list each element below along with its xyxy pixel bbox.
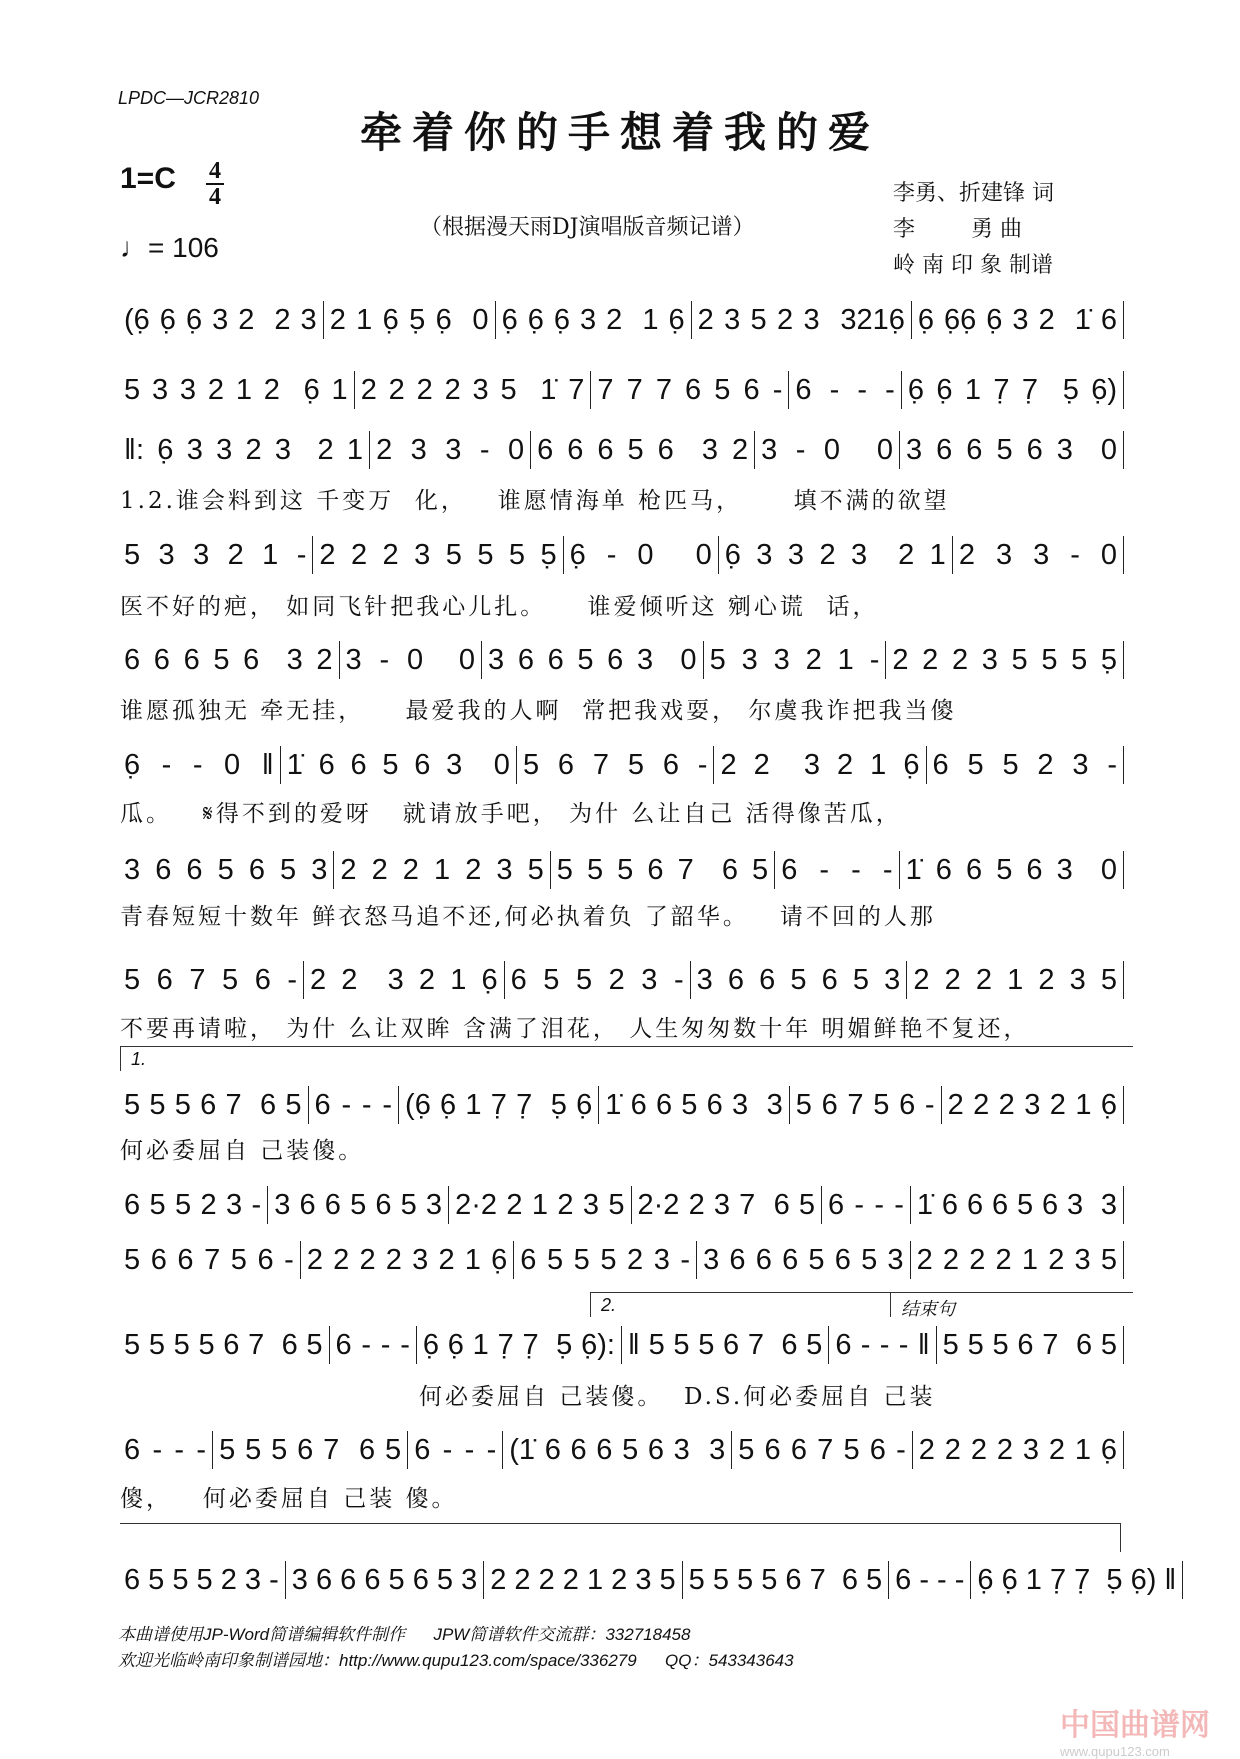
measure: 6̣ 6̣ 1 7̣ 7̣ 5̣ 6̣) <box>902 371 1124 409</box>
measure: 2 3 3 - 0 <box>370 431 531 469</box>
measure: 6 - - - <box>889 1561 971 1599</box>
volta-2: 2. <box>590 1292 891 1317</box>
measure: 5 5 5 6 7 6 5 <box>213 1431 408 1469</box>
measure: 6 - - - <box>118 1431 213 1469</box>
measure: 6̣ - - 0 ‖ <box>118 746 281 784</box>
composer-credit: 李 勇 曲 <box>893 217 1022 242</box>
measure: 6 6 6 5 6 3 2 <box>118 641 340 679</box>
measure: 2 2 2 3 2 1 6̣ <box>942 1086 1124 1124</box>
measure: ‖: 6̣ 3 3 2 3 2 1 <box>118 431 370 469</box>
measure: 6̣ 6̣ 1 7̣ 7̣ 5̣ 6̣) ‖ <box>971 1561 1183 1599</box>
measure: 2 2 2 2 1 2 3 5 <box>911 1241 1124 1279</box>
score-line <box>118 1325 1124 1365</box>
measure: 3 6 6 6 5 6 5 3 <box>697 1241 910 1279</box>
score-line <box>118 640 1124 680</box>
measure: 6̣ 6̣ 1 7̣ 7̣ 5̣ 6̣): <box>417 1326 622 1364</box>
measure: 2·2 2 3 7 6 5 <box>632 1186 823 1224</box>
lyricist-credit: 李勇、折建锋 词 <box>893 181 1054 206</box>
lyrics-line: 瓜。 𝄋得不到的爱呀 就请放手吧， 为什 么让自己 活得像苦瓜， <box>120 801 902 827</box>
measure: 6 5 5 2 3 - <box>927 746 1125 784</box>
measure: (1̇ 6 6 6 5 6 3 3 <box>503 1431 732 1469</box>
lyrics-line: 医不好的疤， 如同飞针把我心儿扎。 谁爱倾听这 剜心谎 话， <box>120 594 879 620</box>
footer-line-2: 欢迎光临岭南印象制谱园地：http://www.qupu123.com/space/336279 QQ：543343643 <box>118 1651 794 1670</box>
measure: 6 - - - <box>309 1086 400 1124</box>
measure: 5 6 7 5 6 - <box>790 1086 942 1124</box>
lyrics-line: 何必委屈自 己装傻。 <box>120 1138 365 1164</box>
score-line <box>118 1085 1124 1125</box>
measure: 6 - - - <box>408 1431 503 1469</box>
measure: 5 3 3 2 1 - <box>118 536 313 574</box>
measure: 5 3 3 2 1 2 6̣ 1 <box>118 371 355 409</box>
score-line <box>118 535 1124 575</box>
measure: 2 2 2 2 3 2 1 6̣ <box>301 1241 514 1279</box>
measure: 6̣ 6̣6̣ 6̣ 3 2 1̇ 6 <box>912 301 1124 339</box>
score-line <box>118 300 1124 340</box>
transcriber-credit: 岭 南 印 象 制谱 <box>893 253 1053 278</box>
measure: 6̣ 3 3 2 3 2 1 <box>719 536 953 574</box>
measure: 7 7 7 6 5 6 - <box>591 371 789 409</box>
measure: 6 5 5 5 2 3 - <box>118 1561 286 1599</box>
measure: 2 2 2 2 3 2 1 6̣ <box>913 1431 1124 1469</box>
measure: 3 6 6 5 6 5 3 <box>691 961 908 999</box>
measure: 5 6 7 5 6 - <box>517 746 715 784</box>
measure: 6 - - - ‖ <box>829 1326 936 1364</box>
volta-ending: 结束句 <box>890 1292 1133 1317</box>
lyrics-line: 青春短短十数年 鲜衣怒马追不还,何必执着负 了韶华。 请不回的人那 <box>120 904 936 930</box>
measure: 3 6 6 5 6 5 3 <box>118 851 334 889</box>
measure: 5 3 3 2 1 - <box>704 641 887 679</box>
score-code: LPDC—JCR2810 <box>118 88 260 108</box>
score-line <box>118 370 1124 410</box>
measure: 3 6 6 5 6 5 3 <box>268 1186 449 1224</box>
measure: 2 2 2 3 5 5 5 5̣ <box>886 641 1124 679</box>
measure: 2 2 3 2 1 6̣ <box>714 746 926 784</box>
measure: 3 - 0 0 <box>755 431 900 469</box>
meter-top: 4 <box>209 158 221 184</box>
measure: 6 - - - <box>789 371 901 409</box>
measure: 5 5 5 6 7 6 5 <box>937 1326 1124 1364</box>
measure: 6 6 6 5 6 3 2 <box>531 431 755 469</box>
lyrics-line: 不要再请啦， 为什 么让双眸 含满了泪花， 人生匆匆数十年 明媚鲜艳不复还， <box>120 1016 1030 1042</box>
measure: ‖ 5 5 5 6 7 6 5 <box>622 1326 829 1364</box>
measure: 6 5 5 2 3 - <box>505 961 691 999</box>
lyrics-line: 谁愿孤独无 牵无挂， 最爱我的人啊 常把我戏耍， 尔虞我诈把我当傻 <box>120 698 957 724</box>
time-signature <box>206 160 224 208</box>
lyrics-line: 何必委屈自 己装傻。 D.S.何必委屈自 己装 <box>120 1384 936 1410</box>
watermark-logo <box>1060 1700 1210 1759</box>
source-note: （根据漫天雨DJ演唱版音频记谱） <box>420 215 755 240</box>
measure: 3 - 0 0 <box>340 641 483 679</box>
measure: 2 2 2 3 5 5 5 5̣ <box>313 536 563 574</box>
measure: 2 3 3 - 0 <box>953 536 1124 574</box>
measure: 5 5 5 6 7 6 5 <box>118 1086 309 1124</box>
measure: 3 6 6 5 6 3 0 <box>900 431 1124 469</box>
lyrics-line: 傻， 何必委屈自 己装 傻。 <box>120 1486 458 1512</box>
measure: 2 2 2 1 2 3 5 <box>334 851 550 889</box>
measure: 3 6 6 5 6 3 0 <box>482 641 704 679</box>
measure: 5 5 5 5 6 7 6 5 <box>683 1561 889 1599</box>
score-line <box>118 745 1124 785</box>
score-line <box>118 1430 1124 1470</box>
measure: 2 2 2 2 1 2 3 5 <box>484 1561 682 1599</box>
watermark-name: 中国曲谱网 <box>1060 1709 1210 1742</box>
measure: 5 6 6 7 5 6 - <box>732 1431 913 1469</box>
ending-bracket <box>120 1523 1121 1552</box>
tempo-marking: ♩= 106 <box>120 232 219 263</box>
measure: 2 1 6̣ 5̣ 6̣ 0 <box>324 301 496 339</box>
key-signature: 1=C <box>120 162 176 195</box>
measure: 6 - - - <box>330 1326 417 1364</box>
measure: (6̣ 6̣ 1 7̣ 7̣ 5̣ 6̣ <box>399 1086 599 1124</box>
measure: 2 2 3 2 1 6̣ <box>304 961 505 999</box>
measure: 6 5 5 5 2 3 - <box>514 1241 697 1279</box>
measure: 2 2 2 2 3 5 1̇ 7 <box>355 371 592 409</box>
measure: 5 6 7 5 6 - <box>118 961 304 999</box>
measure: 1̇ 6 6 5 6 3 0 <box>900 851 1124 889</box>
score-line <box>118 1240 1124 1280</box>
score-line <box>118 1560 1177 1600</box>
measure: 1̇ 6 6 5 6 3 0 <box>281 746 517 784</box>
measure: 6 - - - <box>775 851 899 889</box>
measure: (6̣ 6̣ 6̣ 3 2 2 3 <box>118 301 324 339</box>
score-line <box>118 1185 1124 1225</box>
footer-line-1: 本曲谱使用JP-Word简谱编辑软件制作 JPW简谱软件交流群：332718458 <box>118 1625 691 1644</box>
measure: 1̇ 6 6 5 6 3 3 <box>599 1086 790 1124</box>
measure: 6̣ 6̣ 6̣ 3 2 1 6̣ <box>496 301 692 339</box>
measure: 6 5 5 2 3 - <box>118 1186 268 1224</box>
measure: 5 5 5 5 6 7 6 5 <box>118 1326 330 1364</box>
measure: 6̣ - 0 0 <box>564 536 719 574</box>
score-line <box>118 960 1124 1000</box>
score-line <box>118 430 1124 470</box>
measure: 1̇ 6 6 6 5 6 3 3 <box>911 1186 1124 1224</box>
song-title: 牵着你的手想着我的爱 <box>359 108 880 157</box>
measure: 5 5 5 6 7 6 5 <box>551 851 775 889</box>
measure: 6 - - - <box>822 1186 911 1224</box>
watermark-url: www.qupu123.com <box>1060 1744 1170 1759</box>
lyrics-line: 1.2.谁会料到这 千变万 化， 谁愿情海单 枪匹马， 填不满的欲望 <box>120 488 950 514</box>
volta-1: 1. <box>120 1046 1133 1071</box>
measure: 5 6 6 7 5 6 - <box>118 1241 301 1279</box>
measure: 2·2 2 1 2 3 5 <box>449 1186 631 1224</box>
meter-bottom: 4 <box>209 184 221 210</box>
measure: 2 3 5 2 3 3216̣ <box>692 301 912 339</box>
measure: 3 6 6 6 5 6 5 3 <box>286 1561 484 1599</box>
score-line <box>118 850 1124 890</box>
measure: 2 2 2 1 2 3 5 <box>907 961 1124 999</box>
